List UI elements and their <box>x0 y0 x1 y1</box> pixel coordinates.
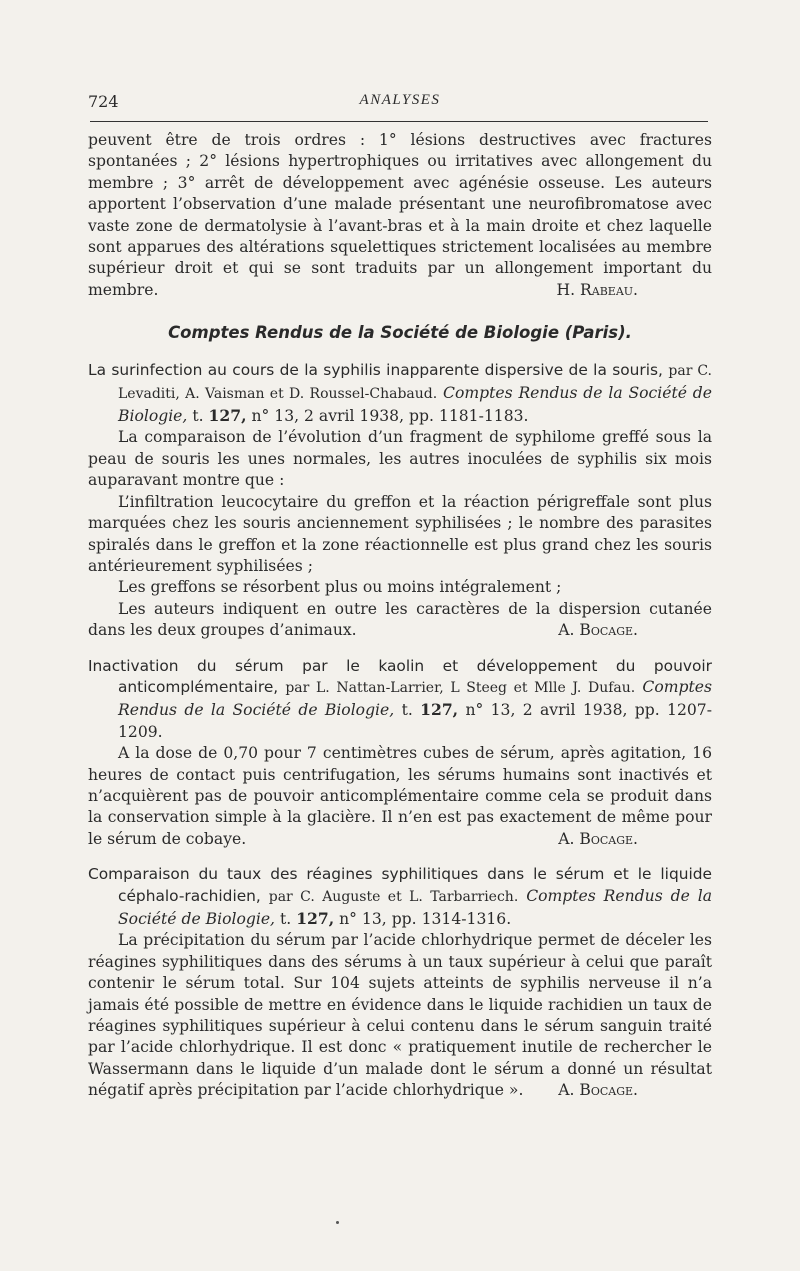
article-paragraph-last <box>88 599 712 642</box>
article-paragraph-last <box>88 930 712 1101</box>
signature: A. Bocage. <box>558 829 638 848</box>
article-paragraph-text: Les auteurs indiquent en outre les caractères de la dispersion cutanée dans les deux groupes d’animaux. <box>88 599 712 640</box>
signature: H. Rabeau. <box>556 280 638 299</box>
article-issue: n° 13, pp. 1314-1316. <box>339 910 512 928</box>
signature: A. Bocage. <box>558 1081 638 1100</box>
article-authors: par C. Levaditi, A. Vaisman et D. Roussel-Chabaud. <box>118 363 712 402</box>
signature: A. Bocage. <box>558 621 638 640</box>
article-heading <box>88 360 712 427</box>
header-rule <box>90 121 708 122</box>
section-title: Comptes Rendus de la Société de Biologie (Paris). <box>168 323 632 343</box>
article <box>88 360 712 641</box>
article-title: La surinfection au cours de la syphilis inapparente dispersive de la souris, <box>88 361 663 380</box>
article-title: Comparaison du taux des réagines syphilitiques dans le sérum et le liquide céphalo-rachidien, <box>88 865 712 905</box>
article <box>88 656 712 851</box>
article-journal: Comptes Rendus de la Société de Biologie, <box>118 886 712 928</box>
article <box>88 864 712 1101</box>
article-issue: n° 13, 2 avril 1938, pp. 1207-1209. <box>118 701 712 741</box>
article-volume-prefix: t. <box>401 701 413 720</box>
article-paragraph-text: A la dose de 0,70 pour 7 centimètres cubes de sérum, après agitation, 16 heures de contact puis centrifugation, les sérums humains sont inactivés et n’acquièrent pas de pouvoir anticomplémentaire comme cela se produit dans la conservation simple à la glacière. Il n’en est pas exactement de même pour le sérum de cobaye. <box>88 744 712 848</box>
article-volume-prefix: t. <box>279 910 292 928</box>
article-paragraph-last <box>88 743 712 850</box>
article-heading <box>88 864 712 930</box>
article-authors: par L. Nattan-Larrier, L Steeg et Mlle J. Dufau. <box>285 679 636 696</box>
running-title: ANALYSES <box>359 92 441 108</box>
article-volume: 127, <box>420 700 459 720</box>
article-issue: n° 13, 2 avril 1938, pp. 1181-1183. <box>251 407 529 426</box>
continuation-paragraph <box>88 130 712 301</box>
continuation-text: peuvent être de trois ordres : 1° lésions destructives avec fractures spontanées ; 2° lésions hypertrophiques ou irritatives avec allongement du membre ; 3° arrêt de développement avec agénésie osseuse. Les auteurs apportent l’observation d’une malade présentant une neurofibromatose avec vaste zone de dermatolysie à l’avant-bras et à la main droite et chez laquelle sont apparues des altérations squelettiques strictement localisées au membre supérieur droit et qui se sont traduits par un allongement important du membre. <box>88 131 712 299</box>
page-number: 724 <box>88 92 119 111</box>
page <box>88 92 712 1102</box>
article-authors: par C. Auguste et L. Tarbarriech. <box>268 888 519 905</box>
article-paragraph: Les greffons se résorbent plus ou moins intégralement ; <box>118 578 562 597</box>
article-paragraph-text: La précipitation du sérum par l’acide chlorhydrique permet de déceler les réagines syphilitiques dans des sérums à un taux supérieur à celui que paraît contenir le sérum total. Sur 104 sujets atteints de syphilis nerveuse il n’a jamais été possible de mettre en évidence dans le liquide rachidien un taux de réagines syphilitiques supérieur à celui contenu dans le sérum sanguin traité par l’acide chlorhydrique. Il est donc « pratiquement inutile de rechercher le Wassermann dans le liquide d’un malade dont le sérum a donné un résultat négatif après précipitation par l’acide chlorhydrique ». <box>88 931 712 1100</box>
article-paragraph: L’infiltration leucocytaire du greffon et la réaction périgreffale sont plus marquées chez les souris anciennement syphilisées ; le nombre des parasites spiralés dans le greffon et la zone réactionnelle est plus grand chez les souris antérieurement syphilisées ; <box>88 492 712 575</box>
print-speck <box>336 1221 339 1224</box>
article-volume-prefix: t. <box>192 407 204 426</box>
article-heading <box>88 656 712 744</box>
article-title: Inactivation du sérum par le kaolin et développement du pouvoir anticomplémentaire, <box>88 656 712 696</box>
article-journal: Comptes Rendus de la Société de Biologie, <box>118 383 712 426</box>
page-header <box>88 92 712 116</box>
article-volume: 127, <box>208 406 247 426</box>
article-volume: 127, <box>296 909 335 928</box>
article-paragraph: La comparaison de l’évolution d’un fragment de syphilome greffé sous la peau de souris les unes normales, les autres inoculées de syphilis six mois auparavant montre que : <box>88 428 712 490</box>
article-journal: Comptes Rendus de la Société de Biologie, <box>118 677 712 720</box>
